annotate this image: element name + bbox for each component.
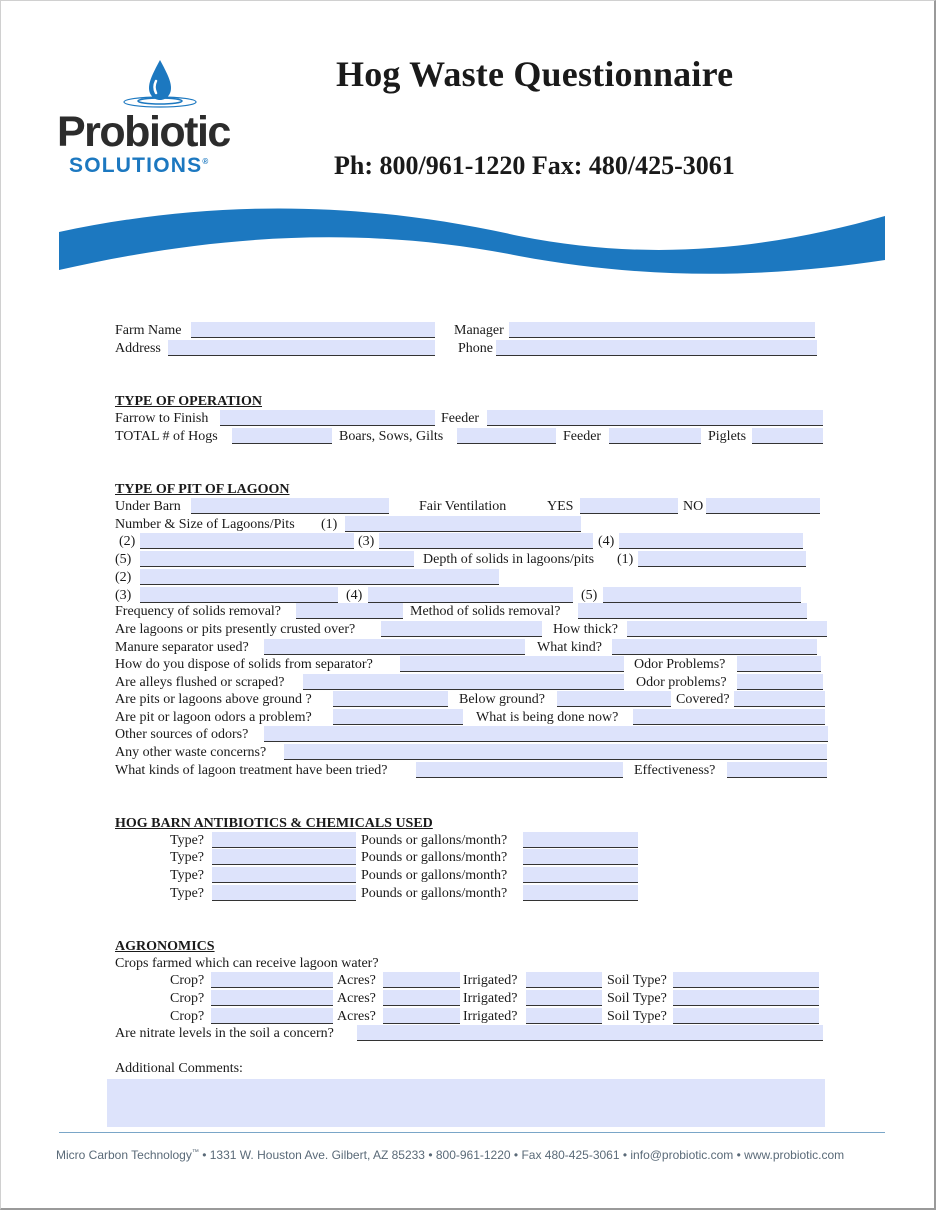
dispose-field[interactable]: [400, 656, 624, 672]
farrow-to-finish-field[interactable]: [220, 410, 435, 426]
pounds-4-field[interactable]: [523, 885, 638, 901]
pounds-4-label: Pounds or gallons/month?: [361, 886, 508, 901]
below-ground-field[interactable]: [557, 691, 671, 707]
lagoon-size-4-field[interactable]: [619, 533, 803, 549]
what-kind-label: What kind?: [537, 640, 602, 655]
above-ground-field[interactable]: [333, 691, 448, 707]
pounds-1-label: Pounds or gallons/month?: [361, 833, 508, 848]
below-ground-label: Below ground?: [459, 692, 545, 707]
alleys-field[interactable]: [303, 674, 624, 690]
logo-subtitle: SOLUTIONS®: [69, 154, 210, 177]
effectiveness-label: Effectiveness?: [634, 763, 716, 778]
additional-comments-field[interactable]: [107, 1079, 825, 1127]
under-barn-field[interactable]: [191, 498, 389, 514]
pounds-2-field[interactable]: [523, 849, 638, 865]
irrigated-3-field[interactable]: [526, 1008, 602, 1024]
address-field[interactable]: [168, 340, 435, 356]
type-3-label: Type?: [170, 868, 205, 883]
odor-problems-2-label: Odor problems?: [636, 675, 727, 690]
effectiveness-field[interactable]: [727, 762, 827, 778]
what-kind-field[interactable]: [612, 639, 817, 655]
type-1-field[interactable]: [212, 832, 356, 848]
type-2-label: Type?: [170, 850, 205, 865]
crop-2-field[interactable]: [211, 990, 333, 1006]
being-done-field[interactable]: [633, 709, 825, 725]
section-heading-agronomics: AGRONOMICS: [115, 939, 215, 954]
method-label: Method of solids removal?: [410, 604, 561, 619]
soil-type-2-label: Soil Type?: [607, 991, 667, 1006]
irrigated-2-field[interactable]: [526, 990, 602, 1006]
other-odors-field[interactable]: [264, 726, 828, 742]
depth-4-field[interactable]: [368, 587, 573, 603]
depth-2-label: (2): [115, 570, 132, 585]
feeder-field[interactable]: [487, 410, 823, 426]
odor-problems-label: Odor Problems?: [634, 657, 726, 672]
how-thick-label: How thick?: [553, 622, 618, 637]
above-ground-label: Are pits or lagoons above ground ?: [115, 692, 312, 707]
lagoon-size-3-field[interactable]: [379, 533, 593, 549]
number-size-label: Number & Size of Lagoons/Pits: [115, 517, 295, 532]
contact-numbers: Ph: 800/961-1220 Fax: 480/425-3061: [334, 151, 735, 180]
section-heading-operation: TYPE OF OPERATION: [115, 394, 263, 409]
phone-field[interactable]: [496, 340, 817, 356]
other-odors-label: Other sources of odors?: [115, 727, 249, 742]
frequency-label: Frequency of solids removal?: [115, 604, 282, 619]
crusted-field[interactable]: [381, 621, 542, 637]
covered-label: Covered?: [676, 692, 730, 707]
yes-label: YES: [547, 499, 574, 514]
address-label: Address: [115, 341, 161, 356]
lagoon-size-4-label: (4): [598, 534, 615, 549]
crop-3-label: Crop?: [170, 1009, 205, 1024]
manager-field[interactable]: [509, 322, 815, 338]
irrigated-1-field[interactable]: [526, 972, 602, 988]
treatment-label: What kinds of lagoon treatment have been tried?: [115, 763, 388, 778]
crusted-label: Are lagoons or pits presently crusted over?: [115, 622, 356, 637]
depth-5-label: (5): [581, 588, 598, 603]
ventilation-yes-field[interactable]: [580, 498, 678, 514]
acres-1-label: Acres?: [337, 973, 376, 988]
pounds-3-field[interactable]: [523, 867, 638, 883]
type-4-label: Type?: [170, 886, 205, 901]
under-barn-label: Under Barn: [115, 499, 181, 514]
feeder-label: Feeder: [441, 411, 480, 426]
irrigated-3-label: Irrigated?: [463, 1009, 518, 1024]
phone-label: Phone: [458, 341, 493, 356]
how-thick-field[interactable]: [627, 621, 827, 637]
acres-1-field[interactable]: [383, 972, 460, 988]
boars-sows-gilts-field[interactable]: [457, 428, 556, 444]
depth-3-label: (3): [115, 588, 132, 603]
footer-divider: [59, 1132, 885, 1133]
lagoon-size-1-field[interactable]: [345, 516, 581, 532]
blue-wave-banner: [59, 206, 887, 278]
treatment-field[interactable]: [416, 762, 623, 778]
acres-2-field[interactable]: [383, 990, 460, 1006]
depth-3-field[interactable]: [140, 587, 338, 603]
depth-1-field[interactable]: [638, 551, 806, 567]
boars-sows-gilts-label: Boars, Sows, Gilts: [339, 429, 444, 444]
dispose-label: How do you dispose of solids from separator?: [115, 657, 373, 672]
soil-type-3-label: Soil Type?: [607, 1009, 667, 1024]
pounds-2-label: Pounds or gallons/month?: [361, 850, 508, 865]
lagoon-size-5-label: (5): [115, 552, 132, 567]
covered-field[interactable]: [734, 691, 825, 707]
type-4-field[interactable]: [212, 885, 356, 901]
no-label: NO: [683, 499, 704, 514]
lagoon-size-3-label: (3): [358, 534, 375, 549]
manager-label: Manager: [454, 323, 504, 338]
depth-4-label: (4): [346, 588, 363, 603]
logo-wordmark: Probiotic: [57, 108, 230, 156]
acres-2-label: Acres?: [337, 991, 376, 1006]
crop-2-label: Crop?: [170, 991, 205, 1006]
soil-type-2-field[interactable]: [673, 990, 819, 1006]
lagoon-size-2-field[interactable]: [140, 533, 354, 549]
depth-label: Depth of solids in lagoons/pits: [423, 552, 595, 567]
pounds-3-label: Pounds or gallons/month?: [361, 868, 508, 883]
acres-3-field[interactable]: [383, 1008, 460, 1024]
lagoon-size-1-label: (1): [321, 517, 338, 532]
feeder-count-field[interactable]: [609, 428, 701, 444]
odor-problem-field[interactable]: [333, 709, 463, 725]
alleys-label: Are alleys flushed or scraped?: [115, 675, 285, 690]
section-heading-antibiotics: HOG BARN ANTIBIOTICS & CHEMICALS USED: [115, 816, 433, 831]
depth-1-label: (1): [617, 552, 634, 567]
type-3-field[interactable]: [212, 867, 356, 883]
section-heading-pit: TYPE OF PIT OF LAGOON: [115, 482, 290, 497]
farrow-to-finish-label: Farrow to Finish: [115, 411, 209, 426]
soil-type-3-field[interactable]: [673, 1008, 819, 1024]
crop-1-field[interactable]: [211, 972, 333, 988]
odor-problem-label: Are pit or lagoon odors a problem?: [115, 710, 312, 725]
depth-2-field[interactable]: [140, 569, 499, 585]
irrigated-1-label: Irrigated?: [463, 973, 518, 988]
page-title: Hog Waste Questionnaire: [336, 54, 734, 94]
feeder-count-label: Feeder: [563, 429, 602, 444]
frequency-field[interactable]: [296, 603, 403, 619]
crop-1-label: Crop?: [170, 973, 205, 988]
nitrate-label: Are nitrate levels in the soil a concern?: [115, 1026, 334, 1041]
farm-name-field[interactable]: [191, 322, 435, 338]
additional-comments-label: Additional Comments:: [115, 1061, 243, 1076]
farm-name-label: Farm Name: [115, 323, 182, 338]
piglets-field[interactable]: [752, 428, 823, 444]
acres-3-label: Acres?: [337, 1009, 376, 1024]
crop-3-field[interactable]: [211, 1008, 333, 1024]
lagoon-size-5-field[interactable]: [140, 551, 414, 567]
crops-farmed-label: Crops farmed which can receive lagoon water?: [115, 956, 379, 971]
separator-label: Manure separator used?: [115, 640, 249, 655]
ventilation-no-field[interactable]: [706, 498, 820, 514]
soil-type-1-field[interactable]: [673, 972, 819, 988]
soil-type-1-label: Soil Type?: [607, 973, 667, 988]
other-waste-label: Any other waste concerns?: [115, 745, 267, 760]
fair-ventilation-label: Fair Ventilation: [419, 499, 507, 514]
pounds-1-field[interactable]: [523, 832, 638, 848]
nitrate-field[interactable]: [357, 1025, 823, 1041]
depth-5-field[interactable]: [603, 587, 801, 603]
irrigated-2-label: Irrigated?: [463, 991, 518, 1006]
being-done-label: What is being done now?: [476, 710, 619, 725]
other-waste-field[interactable]: [284, 744, 827, 760]
footer-contact: Micro Carbon Technology™ • 1331 W. Houston Ave. Gilbert, AZ 85233 • 800-961-1220 • Fax 480-425-3061 • info@probiotic.com • www.probiotic.com: [56, 1148, 845, 1162]
lagoon-size-2-label: (2): [119, 534, 136, 549]
type-1-label: Type?: [170, 833, 205, 848]
odor-problems-2-field[interactable]: [737, 674, 823, 690]
piglets-label: Piglets: [708, 429, 747, 444]
odor-problems-field[interactable]: [737, 656, 821, 672]
type-2-field[interactable]: [212, 849, 356, 865]
total-hogs-field[interactable]: [232, 428, 332, 444]
method-field[interactable]: [578, 603, 807, 619]
water-drop-logo-icon: [119, 57, 201, 109]
separator-field[interactable]: [264, 639, 525, 655]
total-hogs-label: TOTAL # of Hogs: [115, 429, 218, 444]
